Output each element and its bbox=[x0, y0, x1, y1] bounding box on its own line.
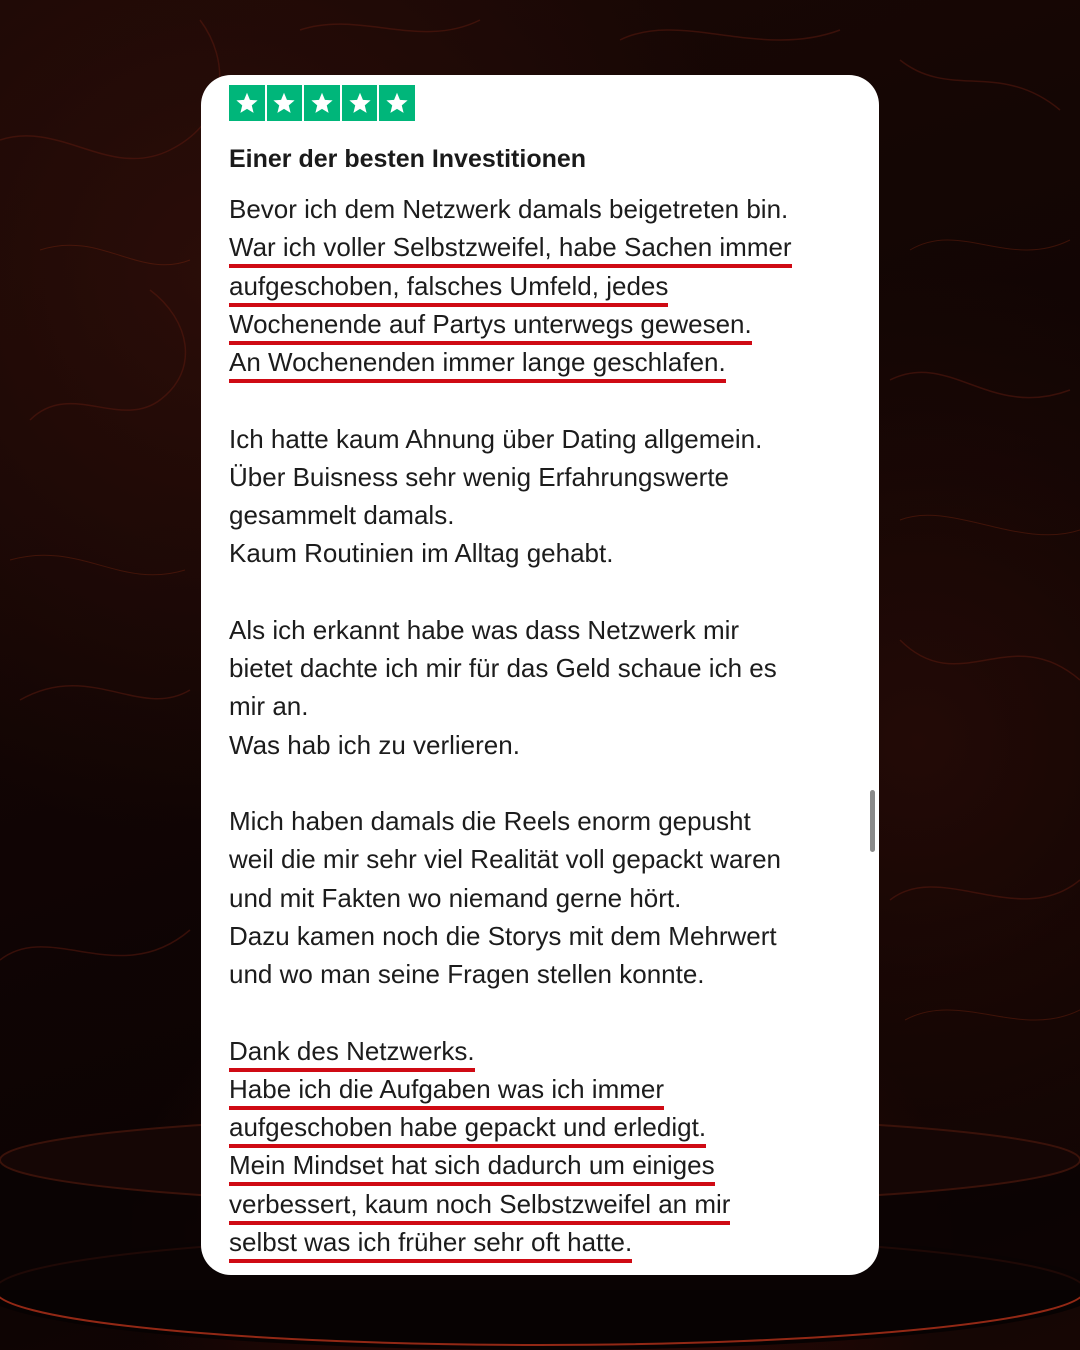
review-line bbox=[229, 802, 869, 840]
highlighted-review-line bbox=[229, 1108, 869, 1146]
star-icon bbox=[304, 85, 340, 121]
review-line bbox=[229, 496, 869, 534]
star-rating bbox=[229, 85, 415, 121]
review-line-text: Mein Mindset hat sich dadurch um einiges bbox=[229, 1150, 715, 1186]
paragraph-gap bbox=[229, 764, 869, 802]
review-line bbox=[229, 420, 869, 458]
highlighted-review-line bbox=[229, 267, 869, 305]
review-line bbox=[229, 534, 869, 572]
review-line bbox=[229, 726, 869, 764]
review-line-text: Wochenende auf Partys unterwegs gewesen. bbox=[229, 309, 752, 345]
review-line bbox=[229, 611, 869, 649]
review-line bbox=[229, 458, 869, 496]
review-line-text: Ich hatte kaum Ahnung über Dating allgemein. bbox=[229, 423, 763, 454]
review-line-text: Bevor ich dem Netzwerk damals beigetreten bin. bbox=[229, 194, 789, 224]
review-line bbox=[229, 955, 869, 993]
review-line bbox=[229, 190, 869, 228]
review-line-text: verbessert, kaum noch Selbstzweifel an mir bbox=[229, 1189, 730, 1225]
review-line-text: aufgeschoben, falsches Umfeld, jedes bbox=[229, 271, 668, 307]
paragraph-gap bbox=[229, 381, 869, 419]
review-line-text: Dank des Netzwerks. bbox=[229, 1036, 475, 1072]
star-icon bbox=[229, 85, 265, 121]
review-line bbox=[229, 840, 869, 878]
review-line-text: Dazu kamen noch die Storys mit dem Mehrwert bbox=[229, 920, 777, 951]
star-icon bbox=[379, 85, 415, 121]
review-line-text: aufgeschoben habe gepackt und erledigt. bbox=[229, 1112, 706, 1148]
review-line-text: An Wochenenden immer lange geschlafen. bbox=[229, 347, 726, 383]
highlighted-review-line bbox=[229, 343, 869, 381]
review-line-text: War ich voller Selbstzweifel, habe Sachen immer bbox=[229, 232, 792, 268]
highlighted-review-line bbox=[229, 1223, 869, 1261]
review-line bbox=[229, 649, 869, 687]
review-line-text: selbst was ich früher sehr oft hatte. bbox=[229, 1227, 632, 1263]
review-line bbox=[229, 687, 869, 725]
review-line-text: mir an. bbox=[229, 691, 309, 722]
highlighted-review-line bbox=[229, 1032, 869, 1070]
review-title: Einer der besten Investitionen bbox=[229, 145, 587, 173]
paragraph-gap bbox=[229, 993, 869, 1031]
paragraph-gap bbox=[229, 573, 869, 611]
review-body[interactable] bbox=[229, 190, 869, 1261]
review-line-text: und wo man seine Fragen stellen konnte. bbox=[229, 959, 705, 989]
review-line-text: Kaum Routinien im Alltag gehabt. bbox=[229, 538, 614, 569]
review-card bbox=[201, 75, 879, 1275]
review-line-text: Als ich erkannt habe was dass Netzwerk mir bbox=[229, 614, 740, 645]
highlighted-review-line bbox=[229, 1146, 869, 1184]
scrollbar-thumb[interactable] bbox=[870, 790, 875, 852]
highlighted-review-line bbox=[229, 1070, 869, 1108]
review-line-text: Was hab ich zu verlieren. bbox=[229, 729, 520, 760]
review-line bbox=[229, 917, 869, 955]
highlighted-review-line bbox=[229, 1185, 869, 1223]
review-line-text: gesammelt damals. bbox=[229, 500, 455, 530]
review-line bbox=[229, 879, 869, 917]
review-line-text: und mit Fakten wo niemand gerne hört. bbox=[229, 882, 682, 913]
review-line-text: Mich haben damals die Reels enorm gepusht bbox=[229, 806, 751, 836]
review-line-text: Habe ich die Aufgaben was ich immer bbox=[229, 1074, 664, 1110]
highlighted-review-line bbox=[229, 228, 869, 266]
star-icon bbox=[267, 85, 303, 121]
highlighted-review-line bbox=[229, 305, 869, 343]
review-line-text: Über Buisness sehr wenig Erfahrungswerte bbox=[229, 461, 730, 492]
review-line-text: bietet dachte ich mir für das Geld schaue ich es bbox=[229, 653, 777, 683]
review-line-text: weil die mir sehr viel Realität voll gepackt waren bbox=[229, 844, 782, 875]
star-icon bbox=[342, 85, 378, 121]
